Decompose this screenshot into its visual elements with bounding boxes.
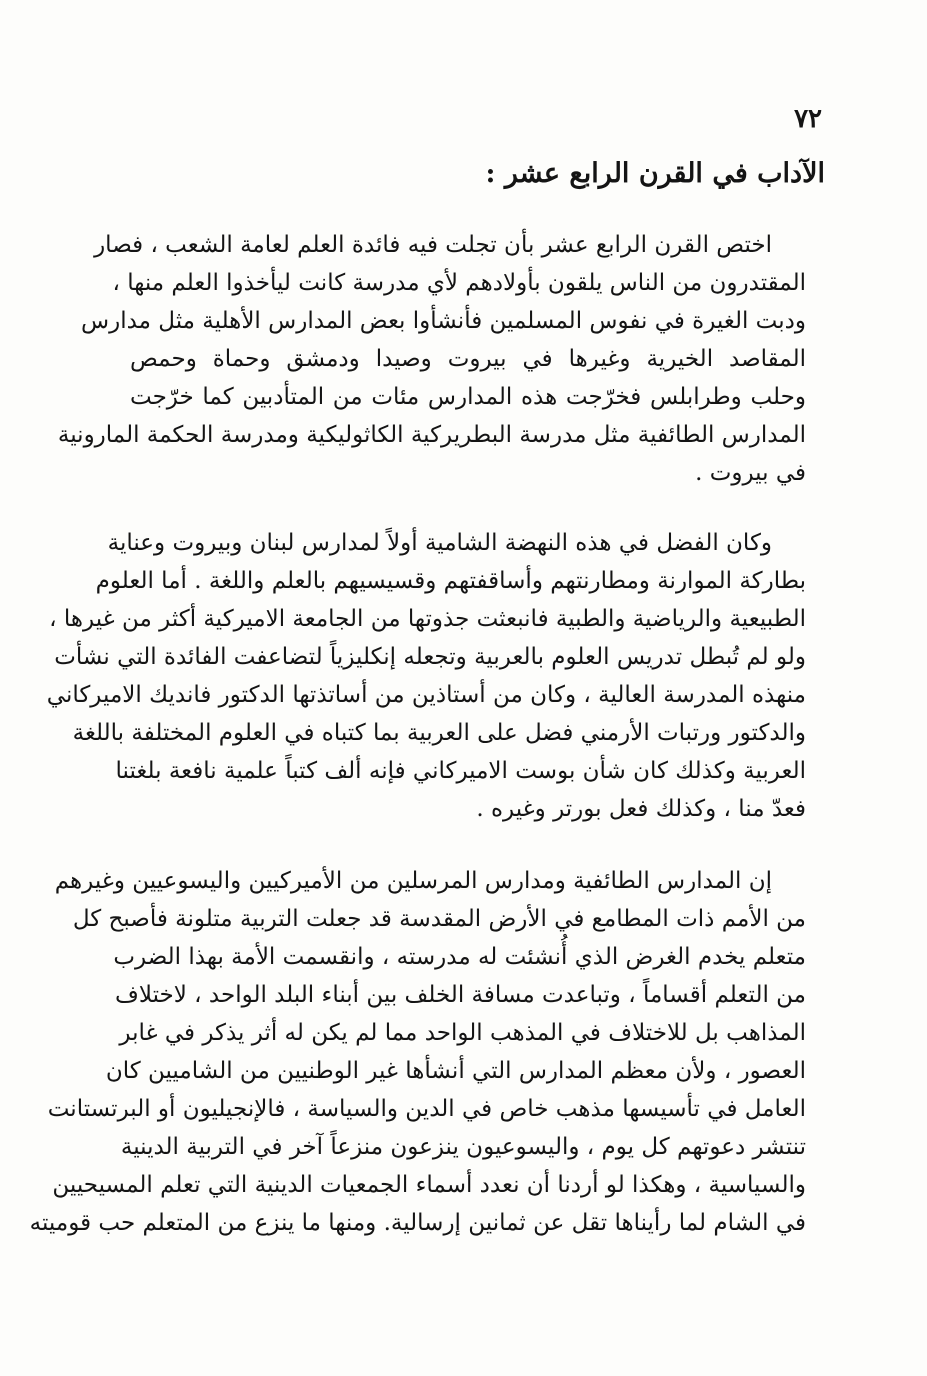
paragraph-line: بطاركة الموارنة ومطارنتهم وأساقفتهم وقسيسيهم بالعلم واللغة . أما العلوم [95, 568, 806, 594]
paragraph-line: المذاهب بل للاختلاف في المذهب الواحد مما لم يكن له أثر يذكر في غابر [119, 1020, 806, 1046]
paragraph-line: الطبيعية والرياضية والطبية فانبعثت جذوتها من الجامعة الاميركية أكثر من غيرها ، [49, 606, 806, 632]
paragraph-line: المدارس الطائفية مثل مدرسة البطريركية الكاثوليكية ومدرسة الحكمة المارونية [57, 422, 806, 448]
paragraph-line: العامل في تأسيسها مذهب خاص في الدين والسياسة ، فالإنجيليون أو البرتستانت [47, 1096, 806, 1122]
paragraph-line: من الأمم ذات المطامع في الأرض المقدسة قد جعلت التربية متلونة فأصبح كل [72, 906, 806, 932]
paragraph-line: فعدّ منا ، وكذلك فعل بورتر وغيره . [476, 796, 806, 822]
paragraph-3 [29, 862, 806, 1242]
paragraph-line: المقاصد الخيرية وغيرها في بيروت وصيدا ودمشق وحماة وحمص [130, 346, 806, 372]
page-number: ٧٢ [794, 104, 822, 134]
paragraph-line: منهذه المدرسة العالية ، وكان من أستاذين من أساتذتها الدكتور فانديك الاميركاني [46, 682, 806, 708]
paragraph-line: تنتشر دعوتهم كل يوم ، واليسوعيون ينزعون منزعاً آخر في التربية الدينية [120, 1134, 806, 1160]
paragraph-line: ولو لم تُبطل تدريس العلوم بالعربية وتجعله إنكليزياً لتضاعفت الفائدة التي نشأت [54, 644, 806, 670]
paragraph-line: العربية وكذلك كان شأن بوست الاميركاني فإنه ألف كتباً علمية نافعة بلغتنا [115, 758, 806, 784]
paragraph-line: في الشام لما رأيناها تقل عن ثمانين إرسالية. ومنها ما ينزع من المتعلم حب قوميته [29, 1210, 806, 1236]
paragraph-line: وكان الفضل في هذه النهضة الشامية أولاً لمدارس لبنان وبيروت وعناية [107, 530, 772, 556]
paragraph-line: متعلم يخدم الغرض الذي أُنشئت له مدرسته ، وانقسمت الأمة بهذا الضرب [113, 944, 806, 970]
paragraph-1 [57, 226, 806, 492]
paragraph-line: والسياسية ، وهكذا لو أردنا أن نعدد أسماء الجمعيات الدينية التي تعلم المسيحيين [52, 1172, 806, 1198]
paragraph-line: والدكتور ورتبات الأرمني فضل على العربية بما كتباه في العلوم المختلفة باللغة [72, 720, 806, 746]
section-heading: الآداب في القرن الرابع عشر : [485, 158, 825, 189]
paragraph-line: وحلب وطرابلس فخرّجت هذه المدارس مئات من المتأدبين كما خرّجت [130, 384, 806, 410]
paragraph-line: ودبت الغيرة في نفوس المسلمين فأنشأوا بعض المدارس الأهلية مثل مدارس [81, 308, 806, 334]
paragraph-line: في بيروت . [695, 460, 806, 486]
paragraph-line: العصور ، ولأن معظم المدارس التي أنشأها غير الوطنيين من الشاميين كان [105, 1058, 806, 1084]
paragraph-line: إن المدارس الطائفية ومدارس المرسلين من الأميركيين واليسوعيين وغيرهم [54, 868, 772, 894]
paragraph-line: من التعلم أقساماً ، وتباعدت مسافة الخلف بين أبناء البلد الواحد ، لاختلاف [115, 982, 806, 1008]
paragraph-line: اختص القرن الرابع عشر بأن تجلت فيه فائدة العلم لعامة الشعب ، فصار [94, 232, 772, 258]
paragraph-2 [46, 524, 806, 828]
paragraph-line: المقتدرون من الناس يلقون بأولادهم لأي مدرسة كانت ليأخذوا العلم منها ، [112, 270, 806, 296]
